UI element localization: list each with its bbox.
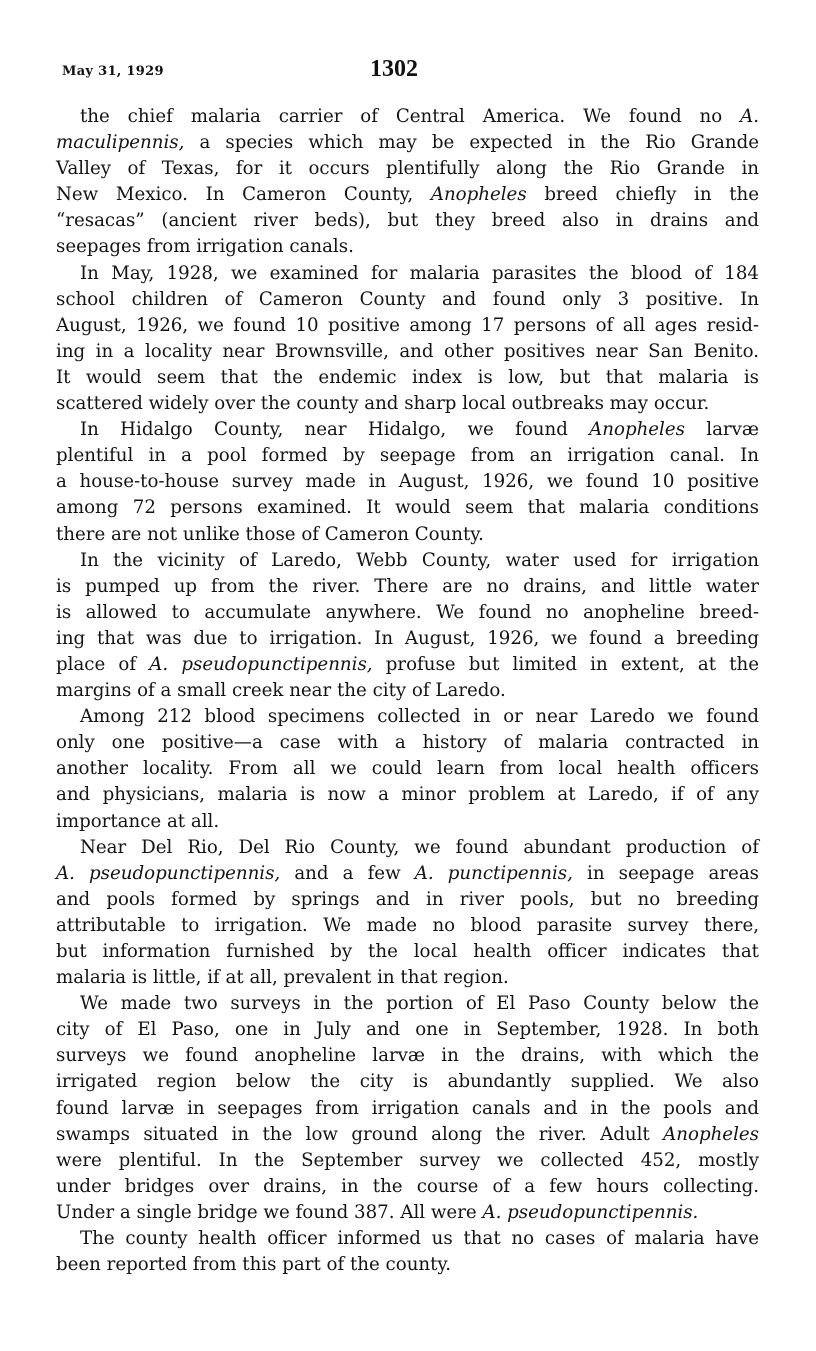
text-run: and pools formed by springs and in river pools, but no breeding [56,888,759,910]
text-line [56,704,759,730]
text-line [56,1252,759,1278]
text-line [56,835,759,861]
text-run: Under a single bridge we found 387. All were [56,1201,483,1223]
text-run: a species which may be expected in the Rio Grande [184,132,759,154]
text-run: and physicians, malaria is now a minor problem at Laredo, if of any [56,784,759,806]
text-run: larvæ [684,419,759,441]
text-run: is pumped up from the river. There are no drains, and little water [56,575,759,597]
text-run: ing that was due to irrigation. In August, 1926, we found a breeding [56,627,759,649]
text-line [56,756,759,782]
text-line [56,443,759,469]
text-run: but information furnished by the local health officer indicates that [56,941,759,962]
text-run: Near Del Rio, Del Rio County, we found abundant production of [80,836,759,858]
text-run: importance at all. [56,810,220,832]
text-line [56,887,759,913]
italic-run: A. pseudopunctipennis, [56,862,281,884]
text-run: malaria is little, if at all, prevalent in that region. [56,967,509,989]
text-run: is allowed to accumulate anywhere. We found no anopheline breed- [56,601,759,623]
text-line [56,1122,759,1148]
text-line [56,1226,759,1252]
article-body [56,104,759,1278]
text-line [56,287,759,313]
text-run: swamps situated in the low ground along the river. Adult [56,1123,664,1145]
italic-run: Anopheles [663,1123,759,1145]
text-line [56,104,759,130]
text-run: irrigated region below the city is abundantly supplied. We also [56,1071,759,1093]
text-line [56,730,759,756]
text-line [56,156,759,182]
text-line [56,495,759,521]
text-run: only one positive—a case with a history of malaria contracted in [56,732,759,754]
text-run: plentiful in a pool formed by seepage from an irrigation canal. In [56,445,759,467]
text-run: ing in a locality near Brownsville, and other positives near San Benito. [56,340,759,362]
text-run: there are not unlike those of Cameron County. [56,523,484,545]
text-line [56,574,759,600]
text-run: in seepage areas [572,862,759,884]
text-run: the chief malaria carrier of Central America. We found no [80,106,741,127]
text-line [56,391,759,417]
text-line [56,1174,759,1200]
text-line [56,1096,759,1122]
paragraph [56,548,759,705]
text-run: scattered widely over the county and sharp local outbreaks may occur. [56,393,710,415]
text-line [56,991,759,1017]
italic-run: A. punctipennis, [414,862,573,884]
text-line [56,782,759,808]
italic-run: A. pseudopunctipennis, [149,653,373,675]
text-line [56,234,759,260]
text-line [56,339,759,365]
paragraph [56,835,759,992]
text-run: margins of a small creek near the city of Laredo. [56,680,506,702]
text-line [56,913,759,939]
text-run: another locality. From all we could learn from local health officers [56,758,759,780]
text-run: It would seem that the endemic index is low, but that malaria is [56,366,759,388]
text-line [56,652,759,678]
running-header [62,56,762,86]
text-run: breed chiefly in the [526,184,759,206]
paragraph [56,704,759,834]
text-line [56,548,759,574]
text-run: city of El Paso, one in July and one in September, 1928. In both [56,1019,759,1041]
text-line [56,417,759,443]
text-line [56,1043,759,1069]
text-line [56,1148,759,1174]
text-line [56,939,759,965]
paragraph [56,417,759,547]
text-run: school children of Cameron County and found only 3 positive. In [56,288,759,310]
text-line [56,522,759,548]
italic-run: A. [740,106,759,127]
issue-date: May 31, 1929 [62,64,164,79]
page-number: 1302 [370,56,418,82]
text-line [56,469,759,495]
paragraph [56,1226,759,1278]
text-line [56,861,759,887]
text-run: attributable to irrigation. We made no blood parasite survey there, [56,914,759,936]
italic-run: Anopheles [589,419,685,441]
text-run: In May, 1928, we examined for malaria parasites the blood of 184 [80,262,759,284]
text-run: were plentiful. In the September survey we collected 452, mostly [56,1149,759,1171]
text-run: We made two surveys in the portion of El Paso County below the [80,993,759,1015]
text-run: “resacas” (ancient river beds), but they breed also in drains and [56,210,759,232]
text-line [56,208,759,234]
text-run: In the vicinity of Laredo, Webb County, water used for irrigation [80,549,759,571]
text-line [56,626,759,652]
text-line [56,130,759,156]
text-run: August, 1926, we found 10 positive among 17 persons of all ages resid- [56,314,759,336]
text-run: surveys we found anopheline larvæ in the drains, with which the [56,1045,759,1067]
text-line [56,678,759,704]
text-line [56,600,759,626]
text-line [56,182,759,208]
text-run: place of [56,653,150,675]
text-run: In Hidalgo County, near Hidalgo, we found [80,419,590,441]
text-line [56,965,759,991]
text-run: The county health officer informed us that no cases of malaria have [80,1228,759,1250]
text-run: Among 212 blood specimens collected in or near Laredo we found [80,706,759,728]
text-line [56,261,759,287]
text-run: been reported from this part of the county. [56,1254,452,1276]
text-line [56,1017,759,1043]
paragraph [56,261,759,418]
text-line [56,313,759,339]
text-line [56,1069,759,1095]
text-run: a house-to-house survey made in August, 1926, we found 10 positive [56,471,759,493]
text-line [56,365,759,391]
text-line [56,809,759,835]
text-run: found larvæ in seepages from irrigation canals and in the pools and [56,1097,759,1119]
text-run: and a few [280,862,415,884]
text-line [56,1200,759,1226]
paragraph [56,991,759,1226]
italic-run: A. pseudopunctipennis. [482,1201,699,1223]
italic-run: maculipennis, [56,132,185,154]
text-run: seepages from irrigation canals. [56,236,354,258]
text-run: under bridges over drains, in the course of a few hours collecting. [56,1175,759,1197]
italic-run: Anopheles [430,184,527,206]
text-run: Valley of Texas, for it occurs plentifully along the Rio Grande in [56,158,759,180]
paragraph [56,104,759,261]
text-run: New Mexico. In Cameron County, [56,184,431,206]
text-run: profuse but limited in extent, at the [372,653,760,675]
text-run: among 72 persons examined. It would seem that malaria conditions [56,497,759,519]
